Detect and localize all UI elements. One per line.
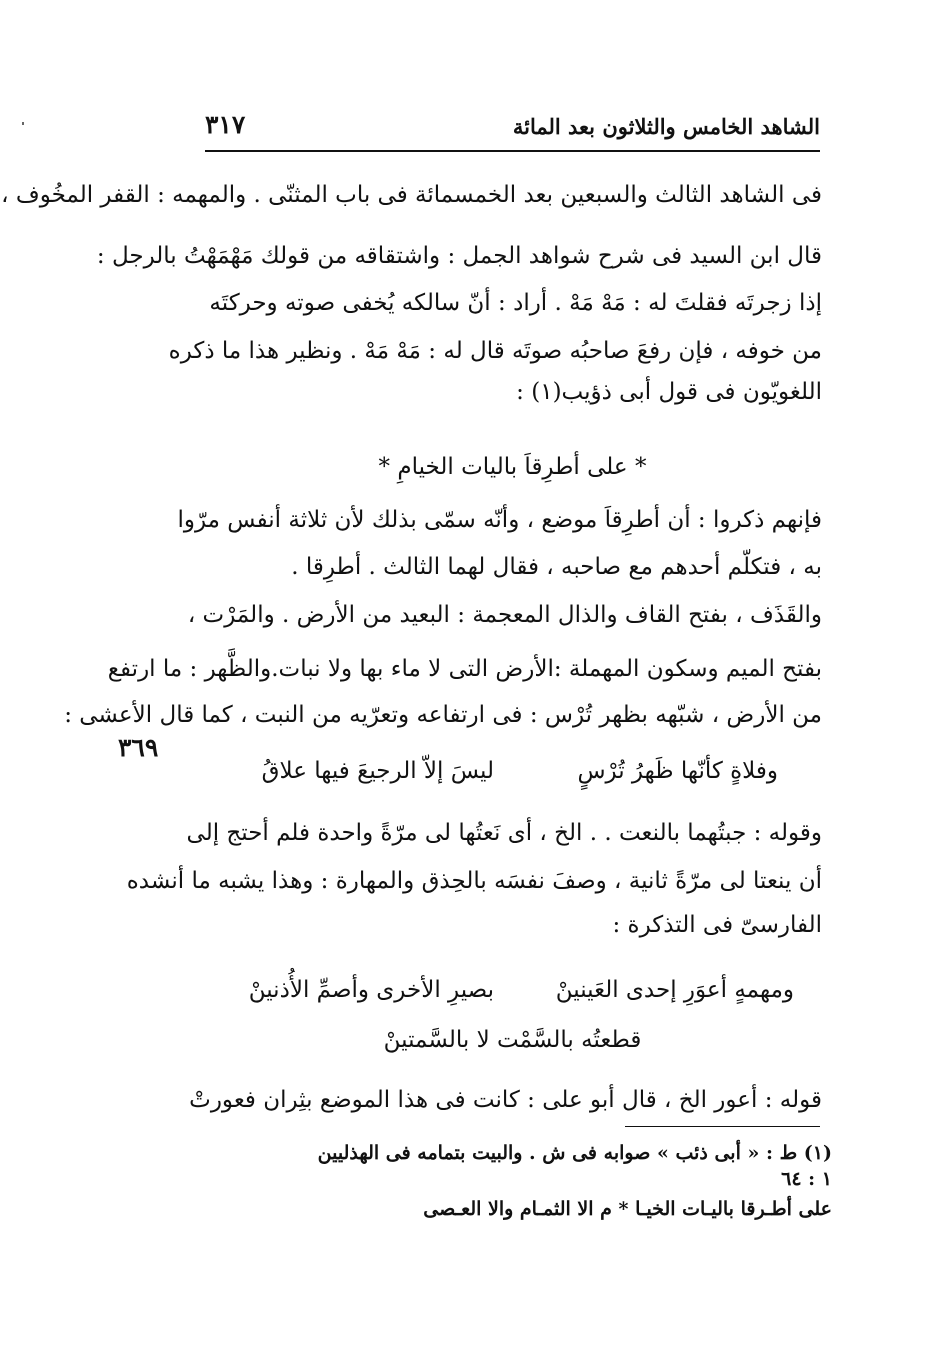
body-line: من خوفه ، فإن رفعَ صاحبُه صوتَه قال له : مَهْ مَهْ . ونظير هذا ما ذكره [168, 338, 822, 364]
body-line: فإنهم ذكروا : أن أطرِقاَ موضع ، وأنّه سمّى بذلك لأن ثلاثة أنفس مرّوا [177, 507, 822, 533]
body-line: قال ابن السيد فى شرح شواهد الجمل : واشتقاقه من قولك مَهْمَهْتُ بالرجل : [96, 243, 822, 269]
verse-third-line: قطعتُه بالسَّمْت لا بالسَّمتينْ [383, 1027, 642, 1053]
footnote-line: ١ : ٦٤ [781, 1168, 832, 1190]
verse-first-half: ومهمهٍ أعوَرِ إحدى العَينينْ [555, 977, 794, 1003]
header-rule [205, 150, 820, 152]
verse-second-half: ليسَ إلاّ الرجيعَ فيها علاقُ [261, 758, 494, 784]
footnote-rule [625, 1126, 820, 1127]
body-line: اللغويّون فى قول أبى ذؤيب(١) : [516, 379, 822, 405]
body-line: به ، فتكلّم أحدهم مع صاحبه ، فقال لهما الثالث . أطرِقا . [291, 554, 822, 580]
body-line: إذا زجرتَه فقلتَ له : مَهْ مَهْ . أراد : أنّ سالكه يُخفى صوته وحركتَه [209, 290, 822, 316]
body-line: فى الشاهد الثالث والسبعين بعد الخمسمائة فى باب المثنّى . والمهمه : القفر المخُوف ، [1, 182, 822, 208]
page-header [205, 110, 820, 150]
footnote-line: (١) ط : « أبى ذئب » صوابه فى ش . والبيت بتمامه فى الهذليين [317, 1142, 832, 1164]
body-line: أن ينعتا لى مرّةً ثانية ، وصفَ نفسَه بالحِذق والمهارة : وهذا يشبه ما أنشده [126, 868, 822, 894]
body-line: من الأرض ، شبّهه بظهر تُرْس : فى ارتفاعه وتعرّيه من النبت ، كما قال الأعشى : [64, 702, 822, 728]
footnote-line: على أطـرقا باليـات الخيـا * م الا الثمـام والا العـصى [423, 1198, 832, 1220]
margin-page-reference: ٣٦٩ [118, 733, 159, 762]
body-line: والقَذَف ، بفتح القاف والذال المعجمة : البعيد من الأرض . والمَرْت ، [187, 602, 822, 628]
body-line: الفارسىّ فى التذكرة : [612, 912, 822, 938]
body-line: بفتح الميم وسكون المهملة :الأرض التى لا ماء بها ولا نبات.والظَّهر : ما ارتفع [107, 656, 822, 682]
scan-speck [22, 122, 24, 125]
verse-second-half: بصيرِ الأخرى وأصمِّ الأُذنينْ [248, 977, 494, 1003]
verse-first-half: وفلاةٍ كأنّها ظَهرُ تُرْسٍ [577, 758, 778, 784]
page-number: ٣١٧ [205, 110, 246, 139]
body-line: قوله : أعور الخ ، قال أبو على : كانت فى هذا الموضع بثِران فعورتْ [189, 1087, 822, 1113]
running-title: الشاهد الخامس والثلاثون بعد المائة [512, 114, 820, 139]
quoted-verse: * على أطرِقاَ باليات الخيامِ * [378, 454, 647, 480]
body-line: وقوله : جبتُهما بالنعت . . الخ ، أى نَعتُها لى مرّةً واحدة فلم أحتج إلى [186, 820, 822, 846]
